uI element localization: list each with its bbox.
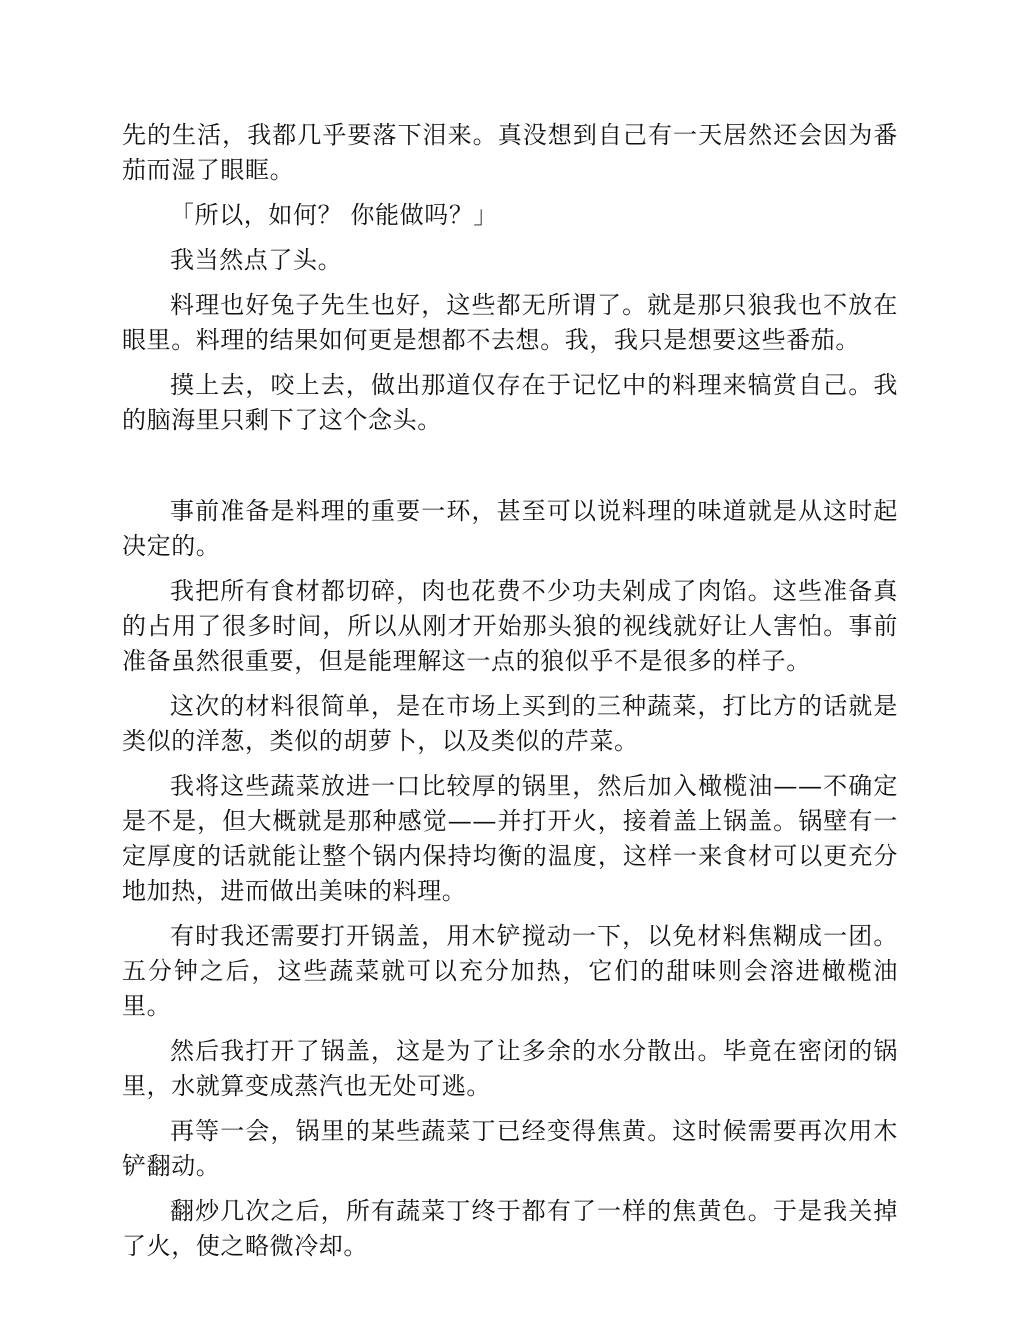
paragraph: 料理也好兔子先生也好，这些都无所谓了。就是那只狼我也不放在眼里。料理的结果如何更是想都不去想。我，我只是想要这些番茄。 <box>122 291 898 354</box>
page-body <box>122 118 898 1274</box>
section-break <box>122 448 898 494</box>
paragraph: 再等一会，锅里的某些蔬菜丁已经变得焦黄。这时候需要再次用木铲翻动。 <box>122 1117 898 1180</box>
paragraph: 「所以，如何？ 你能做吗？」 <box>170 201 499 229</box>
paragraph: 我将这些蔬菜放进一口比较厚的锅里，然后加入橄榄油——不确定是不是，但大概就是那种感觉——并打开火，接着盖上锅盖。锅壁有一定厚度的话就能让整个锅内保持均衡的温度，这样一来食材可以更充分地加热，进而做出美味的料理。 <box>122 772 898 905</box>
paragraph: 摸上去，咬上去，做出那道仅存在于记忆中的料理来犒赏自己。我的脑海里只剩下了这个念头。 <box>122 371 898 434</box>
paragraph: 事前准备是料理的重要一环，甚至可以说料理的味道就是从这时起决定的。 <box>122 497 898 560</box>
paragraph: 我把所有食材都切碎，肉也花费不少功夫剁成了肉馅。这些准备真的占用了很多时间，所以从刚才开始那头狼的视线就好让人害怕。事前准备虽然很重要，但是能理解这一点的狼似乎不是很多的样子。 <box>122 577 898 675</box>
paragraph: 这次的材料很简单，是在市场上买到的三种蔬菜，打比方的话就是类似的洋葱，类似的胡萝卜，以及类似的芹菜。 <box>122 692 898 755</box>
paragraph: 然后我打开了锅盖，这是为了让多余的水分散出。毕竟在密闭的锅里，水就算变成蒸汽也无处可逃。 <box>122 1037 898 1100</box>
paragraph: 有时我还需要打开锅盖，用木铲搅动一下，以免材料焦糊成一团。五分钟之后，这些蔬菜就可以充分加热，它们的甜味则会溶进橄榄油里。 <box>122 922 898 1020</box>
paragraph: 翻炒几次之后，所有蔬菜丁终于都有了一样的焦黄色。于是我关掉了火，使之略微冷却。 <box>122 1197 898 1260</box>
paragraph: 我当然点了头。 <box>170 246 343 274</box>
paragraph: 先的生活，我都几乎要落下泪来。真没想到自己有一天居然还会因为番茄而湿了眼眶。 <box>122 121 898 184</box>
